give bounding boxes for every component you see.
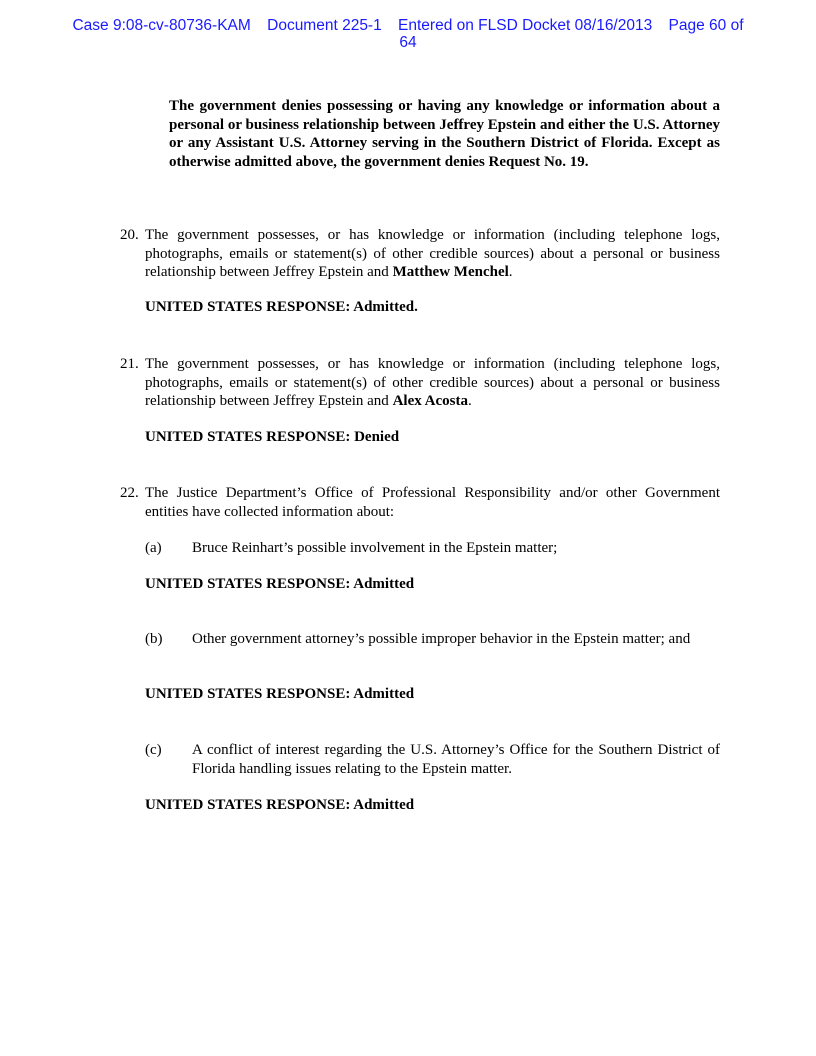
page-number: Page 60 of xyxy=(668,17,744,34)
item-21-body: The government possesses, or has knowledge or information (including telephone logs, photographs, emails or statement(s) of other credible sources) about a personal or business relationship between Jeffrey Epstein and xyxy=(145,356,720,409)
item-22-number: 22. xyxy=(120,485,139,501)
item-20-body: The government possesses, or has knowledge or information (including telephone logs, photographs, emails or statement(s) of other credible sources) about a personal or business relationship between Jeffrey Epstein and xyxy=(145,227,720,280)
item-20-response: UNITED STATES RESPONSE: Admitted. xyxy=(145,299,418,315)
item-21-text xyxy=(145,355,720,411)
item-21-end: . xyxy=(467,393,472,409)
entered-date: Entered on FLSD Docket 08/16/2013 xyxy=(398,17,653,34)
sub-item-c-text: A conflict of interest regarding the U.S. Attorney’s Office for the Southern District of Florida handling issues relating to the Epstein matter. xyxy=(192,742,720,777)
item-22-text: The Justice Department’s Office of Professional Responsibility and/or other Government entities have collected information about: xyxy=(145,485,720,520)
sub-item-b-response: UNITED STATES RESPONSE: Admitted xyxy=(145,686,415,702)
item-21-response: UNITED STATES RESPONSE: Denied xyxy=(145,429,400,445)
page-total: 64 xyxy=(399,34,417,51)
item-20-end: . xyxy=(508,264,513,280)
sub-item-a-response: UNITED STATES RESPONSE: Admitted xyxy=(145,576,415,592)
item-20-number: 20. xyxy=(120,227,139,243)
sub-item-c-response: UNITED STATES RESPONSE: Admitted xyxy=(145,797,415,813)
docket-header xyxy=(0,17,816,51)
sub-item-a-label: (a) xyxy=(145,540,162,556)
sub-item-a-text: Bruce Reinhart’s possible involvement in the Epstein matter; xyxy=(192,540,558,556)
sub-item-b-label: (b) xyxy=(145,631,163,647)
item-21-name: Alex Acosta xyxy=(392,393,468,409)
item-20-text xyxy=(145,226,720,282)
document-number: Document 225-1 xyxy=(267,17,382,34)
intro-paragraph: The government denies possessing or having any knowledge or information about a personal or business relationship between Jeffrey Epstein and either the U.S. Attorney or any Assistant U.S. Attorney serving in the Southern District of Florida. Except as otherwise admitted above, the government denies Request No. 19. xyxy=(169,98,720,170)
item-21-number: 21. xyxy=(120,356,139,372)
sub-item-c-label: (c) xyxy=(145,742,162,758)
item-20-name: Matthew Menchel xyxy=(392,264,509,280)
sub-item-b-text: Other government attorney’s possible improper behavior in the Epstein matter; and xyxy=(192,631,691,647)
docket-header-line xyxy=(0,17,816,34)
case-number: Case 9:08-cv-80736-KAM xyxy=(72,17,251,34)
